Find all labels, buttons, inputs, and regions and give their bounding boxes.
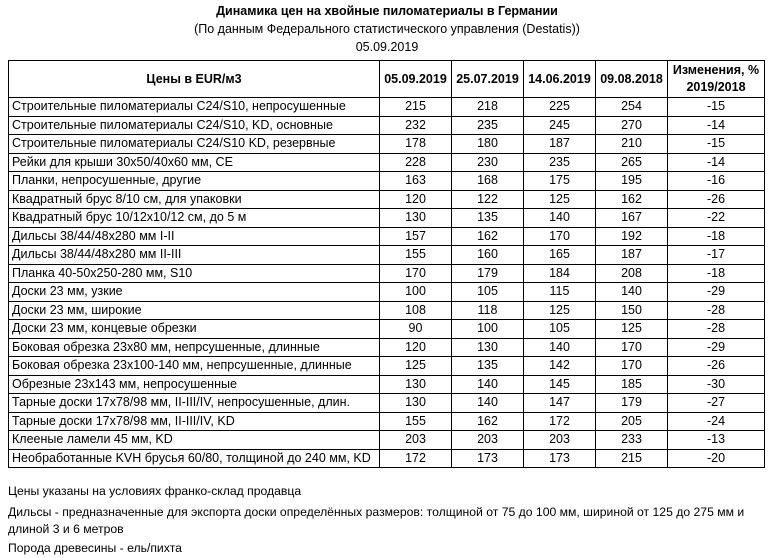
price-cell: 163 [380,172,452,191]
price-cell: 233 [596,431,668,450]
table-row [9,394,765,413]
note-terms: Цены указаны на условиях франко-склад продавца [8,484,302,498]
product-name-cell: Строительные пиломатериалы C24/S10 KD, резервные [9,135,380,154]
change-cell: -30 [668,375,765,394]
price-cell: 187 [596,246,668,265]
price-cell: 125 [380,357,452,376]
document-date: 05.09.2019 [355,40,419,54]
price-cell: 165 [524,246,596,265]
price-cell: 180 [452,135,524,154]
change-cell: -18 [668,264,765,283]
product-name-cell: Рейки для крыши 30x50/40x60 мм, CE [9,153,380,172]
product-name-cell: Необработанные KVH брусья 60/80, толщиной до 240 мм, KD [9,449,380,468]
price-cell: 225 [524,98,596,117]
price-cell: 120 [380,338,452,357]
price-cell: 167 [596,209,668,228]
note-dilsy: Дильсы - предназначенные для экспорта доски определённых размеров: толщиной от 75 до 100 мм, шириной от 125 до 275 мм и длиной 3 и 6 метров [8,505,745,536]
product-name-cell: Тарные доски 17x78/98 мм, II-III/IV, непросушенные, длин. [9,394,380,413]
document-page [0,2,774,558]
product-name-cell: Клееные ламели 45 мм, KD [9,431,380,450]
price-cell: 130 [380,209,452,228]
column-header-date-4: 09.08.2018 [596,61,668,98]
change-cell: -29 [668,283,765,302]
price-cell: 195 [596,172,668,191]
table-row [9,135,765,154]
table-row [9,338,765,357]
table-row [9,246,765,265]
column-header-date-2: 25.07.2019 [452,61,524,98]
product-name-cell: Квадратный брус 10/12x10/12 см, до 5 м [9,209,380,228]
price-cell: 170 [380,264,452,283]
table-body [9,98,765,468]
price-cell: 215 [380,98,452,117]
change-cell: -14 [668,153,765,172]
product-name-cell: Дильсы 38/44/48x280 мм I-II [9,227,380,246]
price-cell: 170 [596,357,668,376]
price-cell: 179 [452,264,524,283]
price-cell: 173 [452,449,524,468]
price-cell: 155 [380,412,452,431]
price-cell: 245 [524,116,596,135]
change-cell: -18 [668,227,765,246]
price-cell: 115 [524,283,596,302]
price-cell: 130 [380,394,452,413]
price-cell: 235 [524,153,596,172]
change-cell: -14 [668,116,765,135]
product-name-cell: Строительные пиломатериалы C24/S10, непросушенные [9,98,380,117]
price-cell: 145 [524,375,596,394]
price-cell: 100 [380,283,452,302]
product-name-cell: Строительные пиломатериалы C24/S10, KD, основные [9,116,380,135]
price-cell: 203 [524,431,596,450]
notes [8,483,768,557]
product-name-cell: Тарные доски 17x78/98 мм, II-III/IV, KD [9,412,380,431]
price-cell: 147 [524,394,596,413]
price-cell: 230 [452,153,524,172]
note-species: Порода древесины - ель/пихта [8,541,182,555]
price-cell: 170 [524,227,596,246]
price-cell: 172 [524,412,596,431]
product-name-cell: Боковая обрезка 23x100-140 мм, непрсушенные, длинные [9,357,380,376]
price-cell: 140 [452,394,524,413]
product-name-cell: Обрезные 23x143 мм, непросушенные [9,375,380,394]
price-cell: 90 [380,320,452,339]
change-cell: -26 [668,190,765,209]
price-cell: 210 [596,135,668,154]
price-cell: 270 [596,116,668,135]
price-cell: 118 [452,301,524,320]
change-cell: -15 [668,98,765,117]
price-cell: 192 [596,227,668,246]
document-subtitle: (По данным Федерального статистического управления (Destatis)) [194,22,580,36]
price-cell: 130 [380,375,452,394]
price-cell: 135 [452,357,524,376]
change-cell: -22 [668,209,765,228]
price-cell: 175 [524,172,596,191]
price-cell: 185 [596,375,668,394]
product-name-cell: Доски 23 мм, широкие [9,301,380,320]
change-cell: -28 [668,301,765,320]
price-cell: 168 [452,172,524,191]
table-row [9,172,765,191]
price-cell: 187 [524,135,596,154]
product-name-cell: Боковая обрезка 23x80 мм, непрсушенные, длинные [9,338,380,357]
price-cell: 125 [596,320,668,339]
price-cell: 205 [596,412,668,431]
table-header-row [9,61,765,98]
price-cell: 140 [596,283,668,302]
price-cell: 173 [524,449,596,468]
price-cell: 125 [524,301,596,320]
price-cell: 172 [380,449,452,468]
table-row [9,227,765,246]
price-cell: 170 [596,338,668,357]
price-cell: 135 [452,209,524,228]
price-cell: 184 [524,264,596,283]
price-cell: 265 [596,153,668,172]
table-row [9,190,765,209]
price-cell: 215 [596,449,668,468]
table-row [9,209,765,228]
change-cell: -28 [668,320,765,339]
price-cell: 125 [524,190,596,209]
product-name-cell: Доски 23 мм, концевые обрезки [9,320,380,339]
price-cell: 218 [452,98,524,117]
product-name-cell: Квадратный брус 8/10 см, для упаковки [9,190,380,209]
price-cell: 208 [596,264,668,283]
table-row [9,264,765,283]
price-cell: 120 [380,190,452,209]
price-cell: 105 [452,283,524,302]
price-cell: 178 [380,135,452,154]
change-cell: -15 [668,135,765,154]
table-row [9,320,765,339]
document-header [0,2,774,56]
price-cell: 232 [380,116,452,135]
change-cell: -29 [668,338,765,357]
price-cell: 142 [524,357,596,376]
column-header-date-3: 14.06.2019 [524,61,596,98]
price-cell: 122 [452,190,524,209]
table-row [9,283,765,302]
price-cell: 140 [524,338,596,357]
column-header-date-1: 05.09.2019 [380,61,452,98]
table-row [9,412,765,431]
price-cell: 203 [380,431,452,450]
price-cell: 162 [596,190,668,209]
column-header-product: Цены в EUR/м3 [9,61,380,98]
table-row [9,116,765,135]
column-header-change: Изменения, % 2019/2018 [668,61,765,98]
price-cell: 108 [380,301,452,320]
price-cell: 203 [452,431,524,450]
table-row [9,98,765,117]
product-name-cell: Планки, непросушенные, другие [9,172,380,191]
table-row [9,153,765,172]
change-cell: -20 [668,449,765,468]
price-cell: 157 [380,227,452,246]
price-cell: 150 [596,301,668,320]
price-cell: 254 [596,98,668,117]
change-cell: -24 [668,412,765,431]
change-cell: -26 [668,357,765,376]
price-cell: 155 [380,246,452,265]
table-row [9,431,765,450]
change-cell: -16 [668,172,765,191]
product-name-cell: Доски 23 мм, узкие [9,283,380,302]
change-cell: -13 [668,431,765,450]
price-cell: 160 [452,246,524,265]
table-row [9,357,765,376]
change-cell: -17 [668,246,765,265]
price-cell: 162 [452,412,524,431]
price-cell: 140 [452,375,524,394]
price-cell: 162 [452,227,524,246]
price-cell: 100 [452,320,524,339]
price-cell: 105 [524,320,596,339]
table-row [9,449,765,468]
price-table [8,60,765,468]
change-cell: -27 [668,394,765,413]
price-cell: 235 [452,116,524,135]
product-name-cell: Дильсы 38/44/48x280 мм II-III [9,246,380,265]
document-title: Динамика цен на хвойные пиломатериалы в Германии [216,4,558,18]
price-cell: 179 [596,394,668,413]
product-name-cell: Планка 40-50x250-280 мм, S10 [9,264,380,283]
price-cell: 228 [380,153,452,172]
table-row [9,301,765,320]
table-row [9,375,765,394]
price-cell: 140 [524,209,596,228]
price-cell: 130 [452,338,524,357]
